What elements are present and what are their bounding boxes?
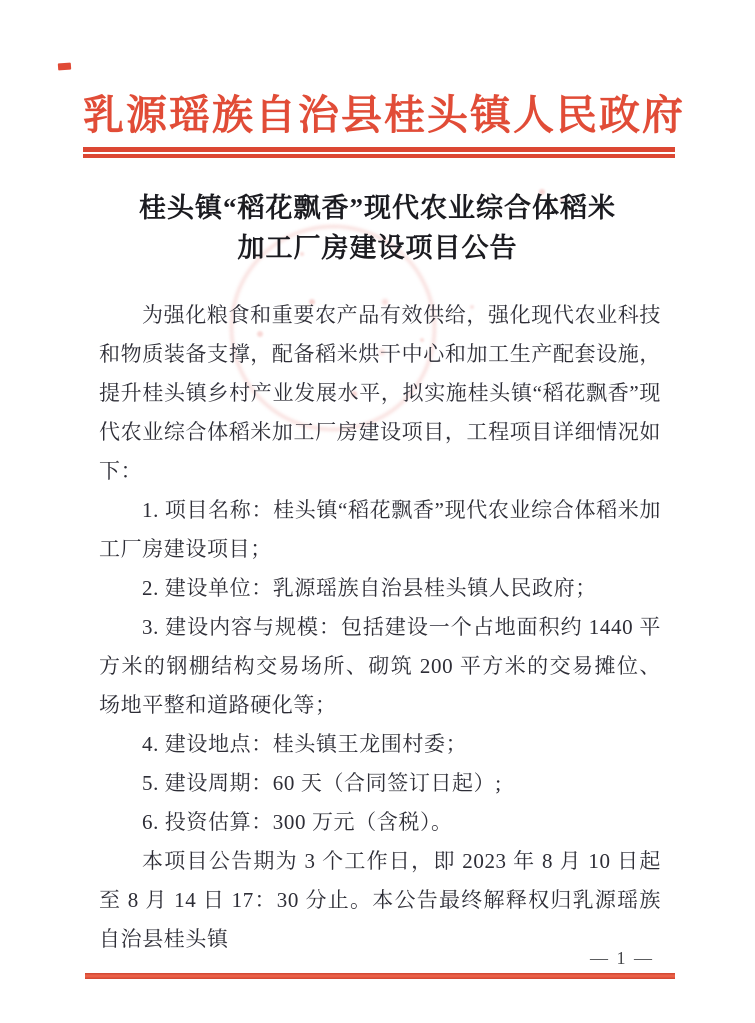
item-construction-unit: 2. 建设单位：乳源瑶族自治县桂头镇人民政府； — [142, 576, 597, 600]
red-corner-scan-mark — [58, 63, 71, 71]
letterhead-double-rule — [83, 147, 675, 158]
document-title-line2: 加工厂房建设项目公告 — [237, 233, 518, 263]
item-project-name: 1. 项目名称：桂头镇“稻花飘香”现代农业综合体稻米加工厂房建设项目； — [99, 498, 661, 561]
paragraph-intro: 为强化粮食和重要农产品有效供给，强化现代农业科技和物质装备支撑，配备稻米烘干中心和加工生产配套设施，提升桂头镇乡村产业发展水平，拟实施桂头镇“稻花飘香”现代农业综合体稻米加工厂房建设项目，工程项目详细情况如下： — [99, 303, 661, 483]
item-content-and-scale: 3. 建设内容与规模：包括建设一个占地面积约 1440 平方米的钢棚结构交易场所、砌筑 200 平方米的交易摊位、场地平整和道路硬化等； — [99, 615, 661, 717]
document-body — [99, 296, 661, 959]
footer-red-rule — [85, 973, 675, 979]
page-number: — 1 — — [590, 948, 654, 968]
item-construction-period: 5. 建设周期：60 天（合同签订日起）; — [142, 771, 502, 795]
document-title-line1: 桂头镇“稻花飘香”现代农业综合体稻米 — [139, 193, 616, 223]
letterhead-org-name: 乳源瑶族自治县桂头镇人民政府 — [83, 92, 685, 138]
paragraph-notice-period: 本项目公告期为 3 个工作日，即 2023 年 8 月 10 日起至 8 月 14 日 17：30 分止。本公告最终解释权归乳源瑶族自治县桂头镇 — [99, 849, 661, 951]
seal-ink-speckles — [0, 0, 4, 4]
document-title — [0, 188, 755, 268]
item-investment-estimate: 6. 投资估算：300 万元（含税）。 — [142, 810, 453, 834]
item-construction-location: 4. 建设地点：桂头镇王龙围村委； — [142, 732, 468, 756]
